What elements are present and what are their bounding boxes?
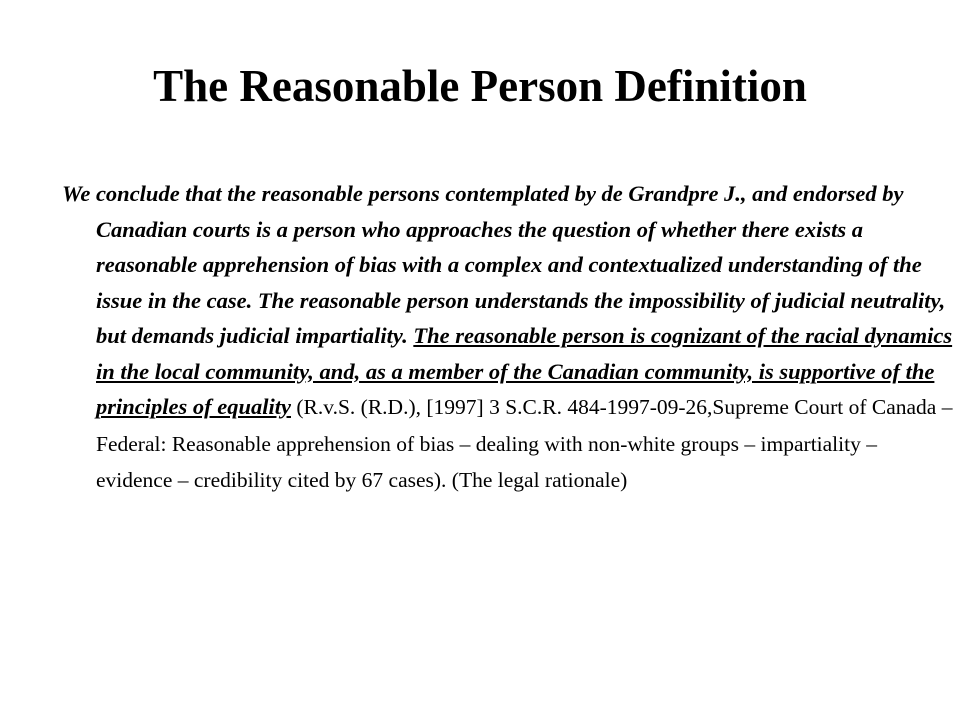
case-citation: (R.v.S. (R.D.), [1997] 3 S.C.R. 484-1997-09-26,Supreme Court of Canada – Federal: Reasonable apprehension of bias – dealing with non-white groups – impartiality – evidence – credibility cited by 67 cases). (The legal rationale) bbox=[96, 395, 953, 492]
quote-paragraph bbox=[62, 176, 954, 499]
quote-text: We conclude that the reasonable persons contemplated by de Grandpre J., and endorsed by Canadian courts is a person who approaches the question of whether there exists a reasonable apprehension of bias with a complex and contextualized understanding of the issue in the case. The reasonable person understands the impossibility of judicial neutrality, but demands judicial impartiality. bbox=[62, 181, 946, 348]
quote-underlined-text: The reasonable person is cognizant of the racial dynamics in the local community, and, as a member of the Canadian community, is supportive of the principles of equality bbox=[96, 323, 953, 419]
slide-title: The Reasonable Person Definition bbox=[153, 61, 807, 111]
